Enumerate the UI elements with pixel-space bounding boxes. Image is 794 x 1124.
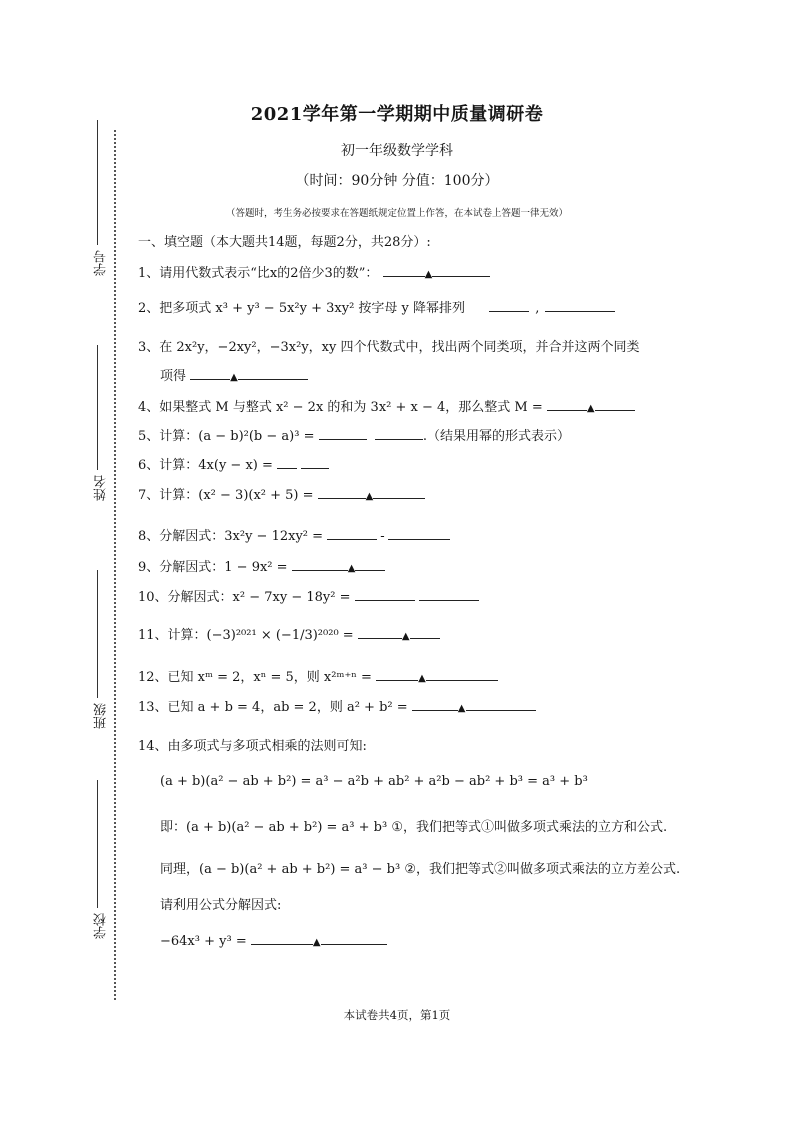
answer-triangle: ▲	[424, 269, 433, 280]
answer-triangle: ▲	[457, 703, 466, 714]
exam-subtitle: 初一年级数学学科	[341, 143, 453, 159]
question-7: 7、计算：(x² − 3)(x² + 5) = ▲	[138, 484, 425, 503]
side-label-student-no: 学号	[94, 250, 109, 276]
question-9: 9、分解因式：1 − 9x² = ▲	[138, 556, 385, 575]
side-label-class: 班级	[94, 703, 109, 729]
answer-triangle: ▲	[586, 403, 595, 414]
answer-triangle: ▲	[401, 631, 410, 642]
question-1: 1、请用代数式表示“比x的2倍少3的数”： ▲	[138, 262, 490, 281]
class-line	[97, 570, 99, 698]
instruction: （答题时，考生务必按要求在答题纸规定位置上作答，在本试卷上答题一律无效）	[225, 208, 568, 219]
name-line	[97, 345, 99, 470]
q14-answer-line: −64x³ + y³ = ▲	[160, 932, 387, 949]
question-5: 5、计算：(a − b)²(b − a)³ = .（结果用幂的形式表示）	[138, 429, 571, 444]
question-14: 14、由多项式与多项式相乘的法则可知:	[138, 739, 367, 754]
question-8: 8、分解因式：3x²y − 12xy² = -	[138, 525, 450, 544]
answer-triangle: ▲	[347, 563, 356, 574]
binding-dotted-line	[114, 130, 116, 1000]
answer-triangle: ▲	[418, 673, 426, 684]
q14-prompt: 请利用公式分解因式:	[160, 898, 282, 913]
question-6: 6、计算：4x(y − x) =	[138, 454, 329, 473]
question-4: 4、如果整式 M 与整式 x² − 2x 的和为 3x² + x − 4，那么整式 M = ▲	[138, 396, 635, 415]
answer-triangle: ▲	[312, 937, 321, 948]
question-10: 10、分解因式：x² − 7xy − 18y² =	[138, 586, 479, 605]
side-label-school: 学校	[94, 913, 109, 939]
q14-formula-1: (a + b)(a² − ab + b²) = a³ − a²b + ab² + a²b − ab² + b³ = a³ + b³	[160, 774, 588, 789]
page-footer: 本试卷共4页，第1页	[343, 1008, 451, 1022]
question-11: 11、计算：(−3)²⁰²¹ × (−1/3)²⁰²⁰ = ▲	[138, 624, 440, 643]
school-line	[97, 780, 99, 908]
question-13: 13、已知 a + b = 4，ab = 2，则 a² + b² = ▲	[138, 696, 536, 715]
time-score: （时间：90分钟 分值：100分）	[295, 173, 499, 189]
q14-formula-3: 同理，(a − b)(a² + ab + b²) = a³ − b³ ②，我们把等式②叫做多项式乘法的立方差公式.	[160, 862, 681, 877]
side-label-name: 姓名	[94, 475, 109, 501]
question-2: 2、把多项式 x³ + y³ − 5x²y + 3xy² 按字母 y 降幂排列 ,	[138, 297, 615, 316]
section-heading: 一、填空题（本大题共14题，每题2分，共28分）:	[138, 235, 431, 250]
exam-title: 2021学年第一学期期中质量调研卷	[250, 104, 544, 125]
q14-formula-2: 即：(a + b)(a² − ab + b²) = a³ + b³ ①，我们把等式①叫做多项式乘法的立方和公式.	[160, 820, 668, 835]
answer-triangle: ▲	[230, 372, 238, 383]
question-3: 3、在 2x²y，−2xy²，−3x²y，xy 四个代数式中，找出两个同类项，并合并这两个同类	[138, 340, 640, 355]
question-3-cont: 项得 ▲	[160, 365, 308, 384]
answer-triangle: ▲	[365, 491, 374, 502]
question-12: 12、已知 xᵐ = 2，xⁿ = 5，则 x²ᵐ⁺ⁿ = ▲	[138, 666, 498, 685]
